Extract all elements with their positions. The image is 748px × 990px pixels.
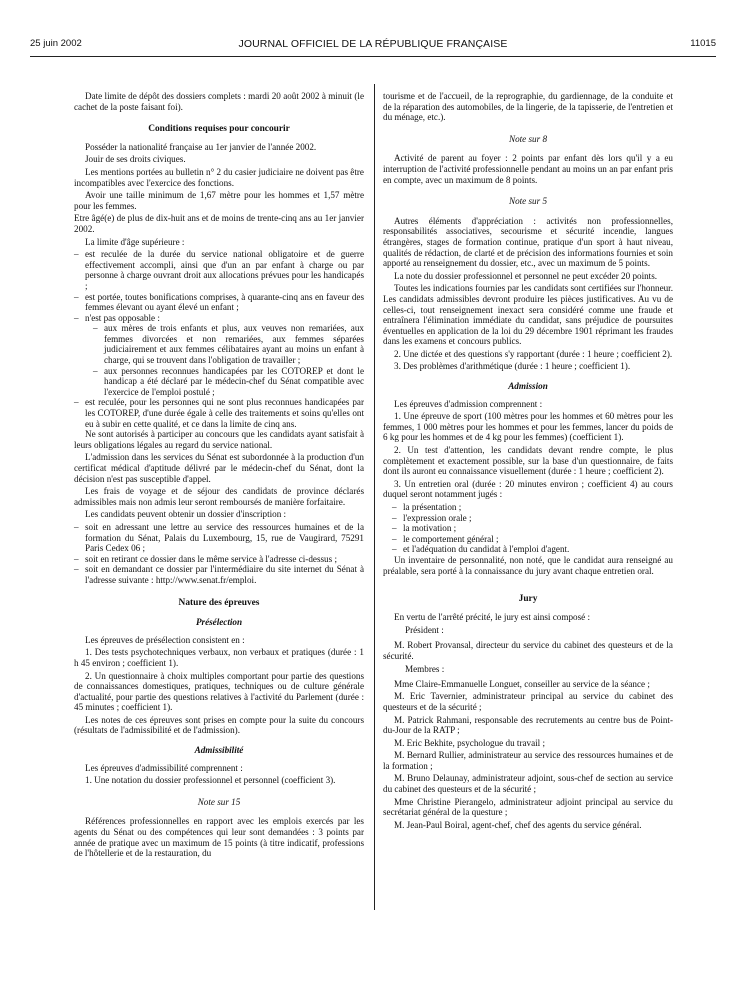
medical-paragraph: L'admission dans les services du Sénat est subordonnée à la production d'un certificat médical d'aptitude délivré par le médecin-chef du Sénat, dont la décision n'est pas susceptible d'appel. — [74, 452, 364, 484]
list-item — [74, 313, 364, 398]
preselection-notes: Les notes de ces épreuves sont prises en compte pour la suite du concours (résultats de l'admissibilité et de l'admission). — [74, 714, 364, 736]
admissibility-item-1: 1. Une notation du dossier professionnel et personnel (coefficient 3). — [85, 775, 336, 786]
list-item: – est reculée, pour les personnes qui ne sont plus reconnues handicapées par les COTOREP, d'une durée égale à celle des traitements et soins qu'elles ont eu à subir en cette qualité, et ce dans la limite de cinq ans. — [74, 397, 364, 429]
list-item: – est portée, toutes bonifications comprises, à quarante-cinq ans en faveur des femmes élevant ou ayant élevé un enfant ; — [74, 292, 364, 313]
member-entry: M. Eric Bekhite, psychologue du travail ; — [394, 737, 546, 748]
jury-intro: En vertu de l'arrêté précité, le jury est ainsi composé : — [394, 611, 590, 622]
list-item: – soit en retirant ce dossier dans le même service à l'adresse ci-dessus ; — [74, 554, 364, 565]
list-item: – soit en demandant ce dossier par l'intermédiaire du site internet du Sénat à l'adresse suivante : http://www.senat.fr/emploi. — [74, 564, 364, 585]
parent-activity-paragraph: Activité de parent au foyer : 2 points par enfant dès lors qu'il y a eu interruption de l'activité professionnelle pendant au moins un an par enfant pris en compte, avec un maximum de 8 points. — [383, 153, 673, 185]
issue-date: 25 juin 2002 — [30, 38, 82, 49]
member-entry: M. Bernard Rullier, administrateur au service des ressources humaines et de la formation ; — [383, 750, 673, 771]
admission-item-1: 1. Une épreuve de sport (100 mètres pour les hommes et 60 mètres pour les femmes, 1 000 mètres pour les hommes et pour les femmes, lancer du poids de 6 kg pour les hommes et de 4 kg pour les femmes) (coefficient 1). — [383, 411, 673, 443]
page-header — [30, 38, 716, 52]
other-elements-paragraph: Autres éléments d'appréciation : activités non professionnelles, responsabilités associatives, secourisme et sécurité incendie, langues étrangères, stages de formation continue, pratique d'un sport à haut niveau, qualités de rédaction, de clarté et de précision des informations fournies et soin apporté au renseignement du dossier, etc., avec un maximum de 5 points. — [383, 215, 673, 269]
list-item: – soit en adressant une lettre au service des ressources humaines et de la formation du Sénat, Palais du Luxembourg, 15, rue de Vaugirard, 75291 Paris Cedex 06 ; — [74, 522, 364, 554]
member-entry: M. Bruno Delaunay, administrateur adjoint, sous-chef de section au service du cabinet des questeurs et de la sécurité ; — [383, 773, 673, 795]
list-item-text: n'est pas opposable : — [85, 312, 160, 323]
list-item: – l'expression orale ; — [383, 513, 673, 524]
admission-intro: Les épreuves d'admission comprennent : — [394, 398, 543, 409]
preselection-intro: Les épreuves de présélection consistent en : — [85, 634, 245, 645]
page-number: 11015 — [690, 38, 716, 49]
civic-rights-paragraph: Jouir de ses droits civiques. — [85, 154, 186, 165]
list-item: – aux mères de trois enfants et plus, aux veuves non remariées, aux femmes divorcées et non remariées, aux femmes séparées judiciairement et aux femmes célibataires ayant au moins un enfant à charge, qui se trouvent dans l'obligation de travailler ; — [93, 323, 364, 365]
column-divider — [374, 84, 375, 910]
president-entry: M. Robert Provansal, directeur du service du cabinet des questeurs et de la sécurité. — [383, 639, 673, 661]
arithmetic-paragraph: 3. Des problèmes d'arithmétique (durée : 1 heure ; coefficient 1). — [394, 361, 631, 372]
file-request-intro: Les candidats peuvent obtenir un dossier d'inscription : — [85, 509, 287, 520]
nationality-paragraph: Posséder la nationalité française au 1er janvier de l'année 2002. — [85, 141, 317, 152]
dictation-paragraph: 2. Une dictée et des questions s'y rapportant (durée : 1 heure ; coefficient 2). — [394, 348, 673, 359]
admission-item-2: 2. Un test d'attention, les candidats devant rendre compte, le plus complètement et exactement possible, sur la base d'un questionnaire, de faits dont ils auront eu connaissance visuellement (durée : 1 heure ; coefficient 2). — [383, 445, 673, 477]
heading-admission: Admission — [508, 381, 548, 392]
list-item: – aux personnes reconnues handicapées par les COTOREP et dont le handicap a été déclaré par le médecin-chef du Sénat compatible avec l'exercice de l'emploi postulé ; — [93, 366, 364, 398]
list-item: – la motivation ; — [383, 523, 673, 534]
certification-paragraph: Toutes les indications fournies par les candidats sont certifiées sur l'honneur. Les candidats admissibles devront produire les pièces justificatives. Au vu de celles-ci, tout renseignement inexact sera considéré comme une fraude et entraînera l'élimination immédiate du candidat, sans préjudice de poursuites éventuelles en application de la loi du 29 décembre 1901 réprimant les fraudes dans les examens et concours publics. — [383, 283, 673, 347]
interview-criteria-list — [383, 502, 673, 555]
preselection-item-1: 1. Des tests psychotechniques verbaux, non verbaux et pratiques (durée : 1 h 45 environ ; coefficient 1). — [74, 647, 364, 668]
president-label: Président : — [405, 625, 444, 636]
heading-admissibilite: Admissibilité — [194, 745, 244, 756]
height-paragraph: Avoir une taille minimum de 1,67 mètre pour les hommes et 1,57 mètre pour les femmes. — [74, 190, 364, 211]
age-limit-intro: La limite d'âge supérieure : — [85, 236, 185, 247]
member-entry: M. Patrick Rahmani, responsable des recrutements au centre bus de Point-du-Jour de la RATP ; — [383, 714, 673, 736]
right-column — [383, 91, 673, 832]
criminal-record-paragraph: Les mentions portées au bulletin n° 2 du casier judiciaire ne doivent pas être incompatibles avec l'exercice des fonctions. — [74, 166, 364, 188]
admissibility-intro: Les épreuves d'admissibilité comprennent : — [85, 762, 243, 773]
continued-paragraph: tourisme et de l'accueil, de la reprographie, du gardiennage, de la conduite et de la réparation des automobiles, de la lingerie, de la tapisserie, de l'entretien et du ménage, etc.). — [383, 91, 673, 123]
service-obligation-paragraph: Ne sont autorisés à participer au concours que les candidats ayant satisfait à leurs obligations légales au regard du service national. — [74, 429, 364, 450]
list-item: – le comportement général ; — [383, 534, 673, 545]
file-grade-paragraph: La note du dossier professionnel et personnel ne peut excéder 20 points. — [394, 270, 658, 281]
admission-item-3: 3. Un entretien oral (durée : 20 minutes environ ; coefficient 4) au cours duquel seront notamment jugés : — [383, 478, 673, 500]
travel-costs-paragraph: Les frais de voyage et de séjour des candidats de province déclarés admissibles mais non admis leur seront remboursés de manière forfaitaire. — [74, 486, 364, 507]
heading-conditions: Conditions requises pour concourir — [148, 124, 290, 135]
member-entry: Mme Christine Pierangelo, administrateur adjoint principal au service du secrétariat général de la questure ; — [383, 796, 673, 818]
heading-preselection: Présélection — [195, 617, 243, 628]
journal-title: JOURNAL OFFICIEL DE LA RÉPUBLIQUE FRANÇAISE — [238, 38, 508, 50]
personality-inventory-paragraph: Un inventaire de personnalité, non noté, que le candidat aura renseigné au préalable, sera porté à la connaissance du jury avant chaque entretien oral. — [383, 554, 673, 576]
left-column — [74, 91, 364, 861]
age-limit-list — [74, 249, 364, 429]
age-sublist — [85, 323, 364, 397]
members-label: Membres : — [405, 664, 445, 675]
member-entry: M. Jean-Paul Boiral, agent-chef, chef des agents du service général. — [394, 819, 642, 830]
heading-note-5: Note sur 5 — [508, 196, 548, 207]
deadline-paragraph: Date limite de dépôt des dossiers complets : mardi 20 août 2002 à minuit (le cachet de la poste faisant foi). — [74, 91, 364, 112]
heading-nature-epreuves: Nature des épreuves — [178, 597, 260, 608]
list-item: – et l'adéquation du candidat à l'emploi d'agent. — [383, 544, 673, 555]
file-request-list — [74, 522, 364, 586]
preselection-item-2: 2. Un questionnaire à choix multiples comportant pour partie des questions de connaissances domestiques, pratiques, techniques ou de culture générale d'actualité, pour partie des questions relatives à l'activité du Parlement (durée : 45 minutes ; coefficient 1). — [74, 670, 364, 713]
heading-jury: Jury — [518, 594, 538, 605]
member-entry: Mme Claire-Emmanuelle Longuet, conseiller au service de la séance ; — [394, 678, 650, 689]
header-rule — [30, 56, 716, 57]
member-entry: M. Eric Tavernier, administrateur principal au service du cabinet des questeurs et de la sécurité ; — [383, 691, 673, 712]
heading-note-15: Note sur 15 — [197, 796, 241, 807]
references-paragraph: Références professionnelles en rapport avec les emplois exercés par les agents du Sénat ou des compétences qui leur sont demandées : 3 points par année de pratique avec un maximum de 15 points (à titre indicatif, professions de l'hôtellerie et de la restauration, du — [74, 816, 364, 859]
list-item: – est reculée de la durée du service national obligatoire et de guerre effectivement accompli, ainsi que d'un an par enfant à charge ou par personne à charge ouvrant droit aux allocations prévues pour les handicapés ; — [74, 249, 364, 291]
list-item: – la présentation ; — [383, 502, 673, 513]
heading-note-8: Note sur 8 — [508, 133, 548, 144]
age-paragraph: Etre âgé(e) de plus de dix-huit ans et de moins de trente-cinq ans au 1er janvier 2002. — [74, 213, 364, 234]
